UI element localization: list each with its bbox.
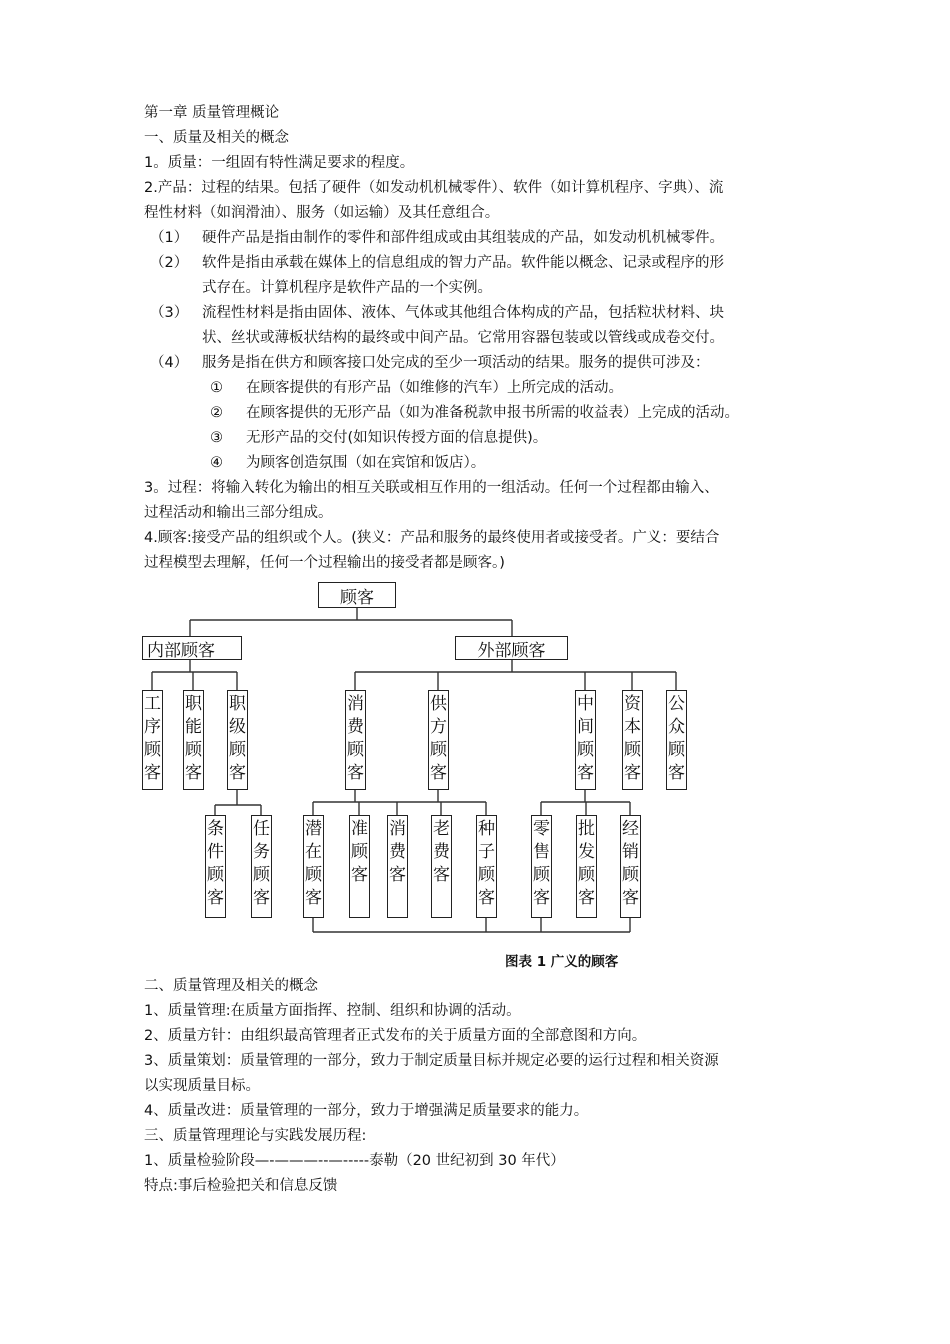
node-label-char: 经 <box>622 819 639 839</box>
middle-child-node <box>531 815 552 918</box>
list-item-text: 硬件产品是指由制作的零件和部件组成或由其组装成的产品，如发动机机械零件。 <box>202 230 724 246</box>
sublist-item-text: 在顾客提供的无形产品（如为准备税款申报书所需的收益表）上完成的活动。 <box>246 405 739 421</box>
internal-child-node <box>142 690 163 790</box>
node-label-char: 种 <box>478 819 495 839</box>
node-label-char: 客 <box>144 763 161 783</box>
list-item-text: 状、丝状或薄板状结构的最终或中间产品。它常用容器包装或以管线或成卷交付。 <box>202 330 724 346</box>
node-label-char: 费 <box>433 842 450 862</box>
middle-child-node <box>576 815 597 918</box>
node-label-char: 客 <box>478 888 495 908</box>
node-label-char: 销 <box>622 842 639 862</box>
node-label-char: 方 <box>430 717 447 737</box>
paragraph-line: 4、质量改进：质量管理的一部分，致力于增强满足质量要求的能力。 <box>144 1103 589 1119</box>
paragraph-line: 特点:事后检验把关和信息反馈 <box>144 1178 338 1194</box>
consumer-child-node <box>431 815 452 918</box>
list-number: （4） <box>150 355 189 371</box>
paragraph-line: 1。质量：一组固有特性满足要求的程度。 <box>144 155 415 171</box>
circled-number: ② <box>210 405 223 421</box>
node-label-char: 在 <box>305 842 322 862</box>
node-label-char: 客 <box>389 865 406 885</box>
node-label-char: 老 <box>433 819 450 839</box>
node-label-char: 务 <box>253 842 270 862</box>
node-label-char: 顾 <box>533 865 550 885</box>
node-label-char: 条 <box>207 819 224 839</box>
consumer-child-node <box>476 815 497 918</box>
node-label-char: 顾 <box>144 740 161 760</box>
paragraph-line: 2、质量方针：由组织最高管理者正式发布的关于质量方面的全部意图和方向。 <box>144 1028 647 1044</box>
node-label-char: 众 <box>668 717 685 737</box>
sublist-item-text: 为顾客创造氛围（如在宾馆和饭店）。 <box>246 455 486 471</box>
node-label-char: 潜 <box>305 819 322 839</box>
external-customer-node: 外部顾客 <box>455 636 568 660</box>
paragraph-line: 3。过程：将输入转化为输出的相互关联或相互作用的一组活动。任何一个过程都由输入、 <box>144 480 719 496</box>
node-label-char: 件 <box>207 842 224 862</box>
node-label-char: 客 <box>430 763 447 783</box>
paragraph-line: 1、质量管理:在质量方面指挥、控制、组织和协调的活动。 <box>144 1003 521 1019</box>
node-label-char: 客 <box>622 888 639 908</box>
circled-number: ③ <box>210 430 223 446</box>
external-child-node <box>666 690 687 790</box>
node-label-char: 准 <box>351 819 368 839</box>
list-item-text: 式存在。计算机程序是软件产品的一个实例。 <box>202 280 492 296</box>
external-child-node <box>345 690 366 790</box>
consumer-child-node <box>349 815 370 918</box>
node-label-char: 客 <box>533 888 550 908</box>
circled-number: ① <box>210 380 223 396</box>
node-label-char: 客 <box>305 888 322 908</box>
node-label-char: 客 <box>577 763 594 783</box>
node-label-char: 顾 <box>577 740 594 760</box>
node-label-char: 任 <box>253 819 270 839</box>
node-label-char: 资 <box>624 694 641 714</box>
paragraph-line: 3、质量策划：质量管理的一部分，致力于制定质量目标并规定必要的运行过程和相关资源 <box>144 1053 719 1069</box>
sublist-item-text: 在顾客提供的有形产品（如维修的汽车）上所完成的活动。 <box>246 380 623 396</box>
paragraph-line: 1、质量检验阶段—-———--—-----泰勒（20 世纪初到 30 年代） <box>144 1153 565 1169</box>
node-label-char: 售 <box>533 842 550 862</box>
node-label-char: 顾 <box>185 740 202 760</box>
paragraph-line: 2.产品：过程的结果。包括了硬件（如发动机机械零件）、软件（如计算机程序、字典）、流 <box>144 180 724 196</box>
node-label-char: 顾 <box>207 865 224 885</box>
external-child-node <box>575 690 596 790</box>
list-item-text: 服务是指在供方和顾客接口处完成的至少一项活动的结果。服务的提供可涉及： <box>202 355 710 371</box>
node-label-char: 职 <box>185 694 202 714</box>
node-label-char: 消 <box>347 694 364 714</box>
node-label-char: 子 <box>478 842 495 862</box>
node-label-char: 顾 <box>478 865 495 885</box>
node-label-char: 本 <box>624 717 641 737</box>
node-label-char: 能 <box>185 717 202 737</box>
node-label-char: 客 <box>624 763 641 783</box>
node-label-char: 发 <box>578 842 595 862</box>
paragraph-line: 过程模型去理解，任何一个过程输出的接受者都是顾客。) <box>144 555 505 571</box>
rank-child-node <box>251 815 272 918</box>
node-label-char: 零 <box>533 819 550 839</box>
root-node: 顾客 <box>318 582 396 608</box>
node-label-char: 工 <box>144 694 161 714</box>
list-number: （3） <box>150 305 189 321</box>
list-item-text: 软件是指由承载在媒体上的信息组成的智力产品。软件能以概念、记录或程序的形 <box>202 255 724 271</box>
node-label-char: 客 <box>578 888 595 908</box>
node-label-char: 顾 <box>624 740 641 760</box>
node-label-char: 客 <box>253 888 270 908</box>
node-label-char: 职 <box>229 694 246 714</box>
node-label-char: 顾 <box>622 865 639 885</box>
external-child-node <box>428 690 449 790</box>
section-heading: 三、质量管理理论与实践发展历程: <box>144 1128 367 1144</box>
node-label-char: 间 <box>577 717 594 737</box>
paragraph-line: 过程活动和输出三部分组成。 <box>144 505 333 521</box>
node-label-char: 费 <box>389 842 406 862</box>
node-label-char: 顾 <box>668 740 685 760</box>
sublist-item-text: 无形产品的交付(如知识传授方面的信息提供)。 <box>246 430 548 446</box>
internal-child-node <box>183 690 204 790</box>
list-number: （1） <box>150 230 189 246</box>
paragraph-line: 以实现质量目标。 <box>144 1078 260 1094</box>
middle-child-node <box>620 815 641 918</box>
consumer-child-node <box>303 815 324 918</box>
node-label-char: 中 <box>577 694 594 714</box>
node-label-char: 顾 <box>430 740 447 760</box>
node-label-char: 消 <box>389 819 406 839</box>
node-label-char: 客 <box>185 763 202 783</box>
node-label-char: 顾 <box>347 740 364 760</box>
paragraph-line: 程性材料（如润滑油）、服务（如运输）及其任意组合。 <box>144 205 500 221</box>
node-label-char: 顾 <box>351 842 368 862</box>
node-label-char: 公 <box>668 694 685 714</box>
section-heading: 一、质量及相关的概念 <box>144 130 289 146</box>
paragraph-line: 4.顾客:接受产品的组织或个人。(狭义：产品和服务的最终使用者或接受者。广义：要结合 <box>144 530 720 546</box>
figure-caption: 图表 1 广义的顾客 <box>505 954 619 970</box>
node-label-char: 顾 <box>253 865 270 885</box>
chapter-title: 第一章 质量管理概论 <box>144 105 280 121</box>
circled-number: ④ <box>210 455 223 471</box>
node-label-char: 客 <box>668 763 685 783</box>
section-heading: 二、质量管理及相关的概念 <box>144 978 318 994</box>
node-label-char: 客 <box>229 763 246 783</box>
list-item-text: 流程性材料是指由固体、液体、气体或其他组合体构成的产品，包括粒状材料、块 <box>202 305 724 321</box>
node-label-char: 客 <box>347 763 364 783</box>
external-child-node <box>622 690 643 790</box>
node-label-char: 顾 <box>305 865 322 885</box>
node-label-char: 顾 <box>229 740 246 760</box>
internal-child-node <box>227 690 248 790</box>
node-label-char: 客 <box>433 865 450 885</box>
node-label-char: 序 <box>144 717 161 737</box>
node-label-char: 费 <box>347 717 364 737</box>
internal-customer-node: 内部顾客 <box>142 636 242 660</box>
node-label-char: 批 <box>578 819 595 839</box>
node-label-char: 顾 <box>578 865 595 885</box>
rank-child-node <box>205 815 226 918</box>
node-label-char: 供 <box>430 694 447 714</box>
list-number: （2） <box>150 255 189 271</box>
node-label-char: 级 <box>229 717 246 737</box>
consumer-child-node <box>387 815 408 918</box>
node-label-char: 客 <box>207 888 224 908</box>
node-label-char: 客 <box>351 865 368 885</box>
